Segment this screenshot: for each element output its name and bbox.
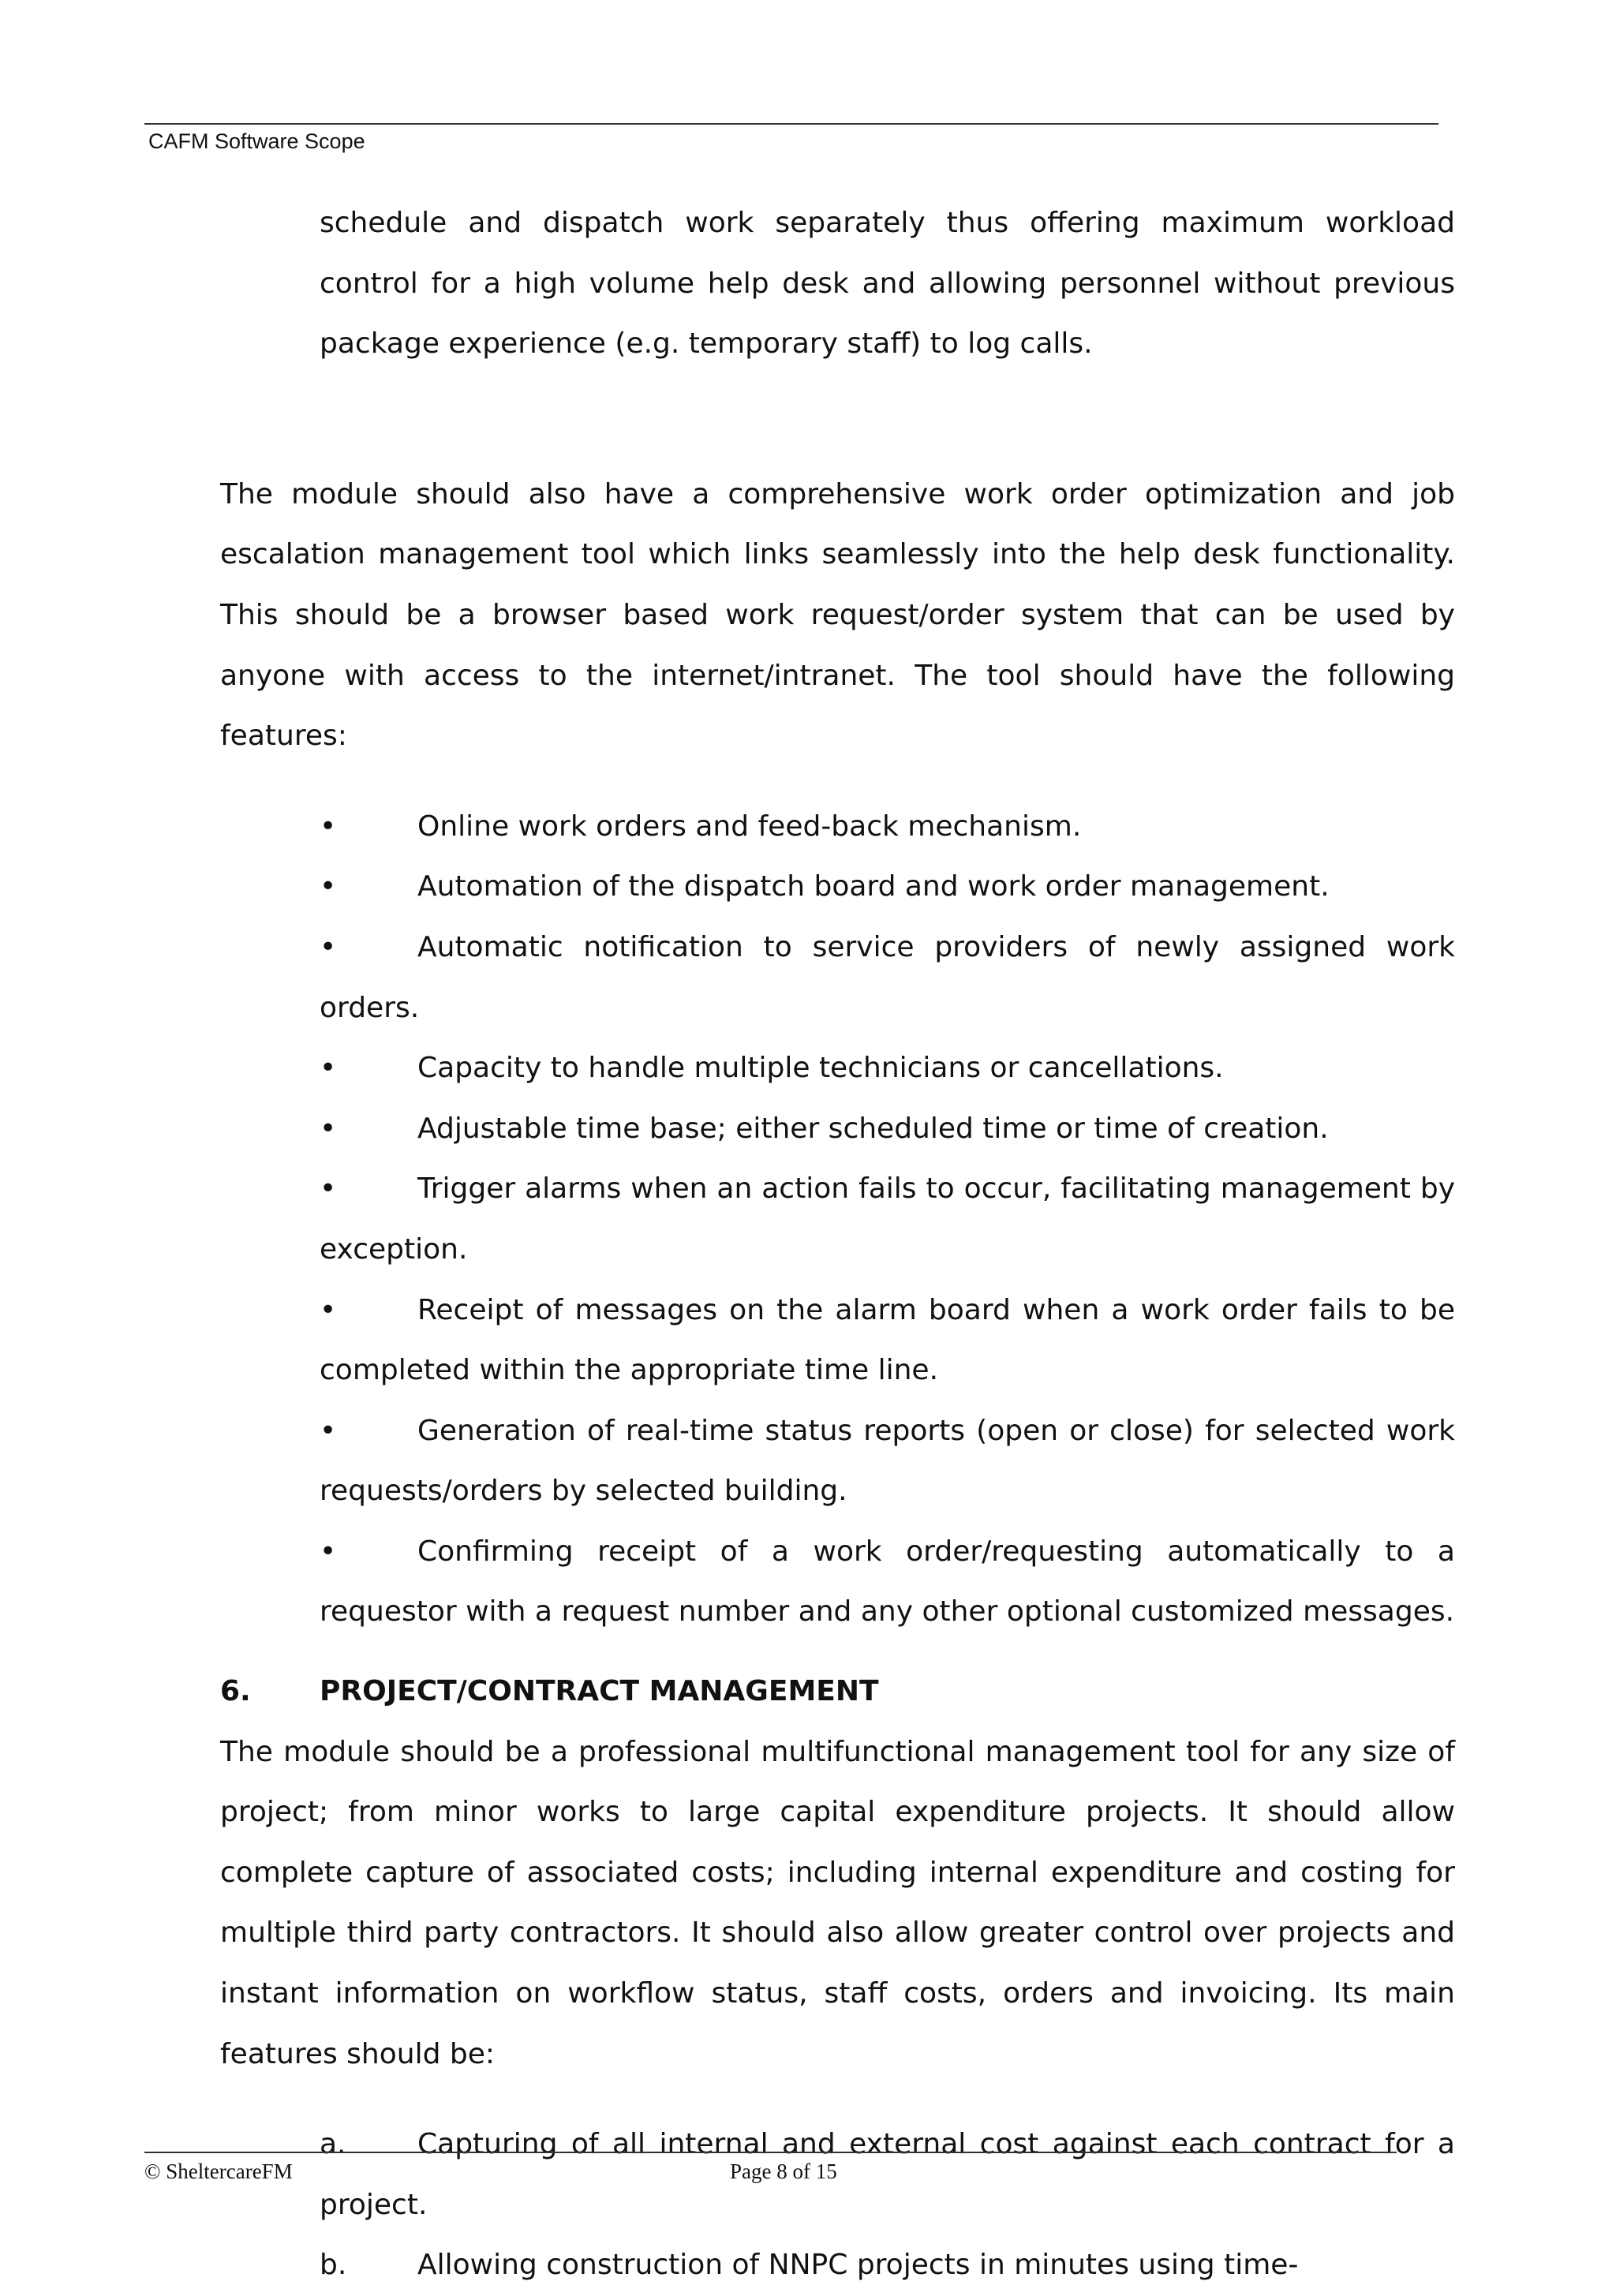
bullet-icon: • (320, 1172, 337, 1206)
section-heading (220, 1662, 1455, 1722)
list-item (320, 1522, 1455, 1643)
feature-bullet-list (220, 797, 1455, 1643)
footer-copyright: © SheltercareFM (144, 2160, 293, 2183)
bullet-icon: • (320, 870, 337, 903)
header-rule (144, 123, 1438, 125)
list-item (320, 1401, 1455, 1522)
list-marker: b. (320, 2249, 347, 2282)
bullet-icon: • (320, 1414, 337, 1447)
bullet-text: Online work orders and feed-back mechanism. (417, 810, 1082, 843)
list-item (320, 2115, 1455, 2235)
list-item (320, 1159, 1455, 1280)
bullet-text: Automation of the dispatch board and work order management. (417, 870, 1330, 903)
bullet-icon: • (320, 1112, 337, 1145)
bullet-icon: • (320, 810, 337, 843)
bullet-text: Capacity to handle multiple technicians or cancellations. (417, 1052, 1224, 1085)
list-item (320, 1281, 1455, 1401)
list-item (320, 918, 1455, 1038)
bullet-icon: • (320, 1293, 337, 1326)
feature-lettered-list (220, 2115, 1455, 2296)
list-item (320, 1038, 1455, 1099)
bullet-icon: • (320, 1052, 337, 1085)
list-item-text: Allowing construction of NNPC projects in minutes using time- (417, 2249, 1299, 2282)
intro-continuation: schedule and dispatch work separately thus offering maximum workload control for a high volume help desk and allowing personnel without previous package experience (e.g. temporary staff) to log calls. (320, 207, 1455, 361)
section-number: 6. (220, 1675, 251, 1708)
bullet-text: Trigger alarms when an action fails to occur, facilitating management by exception. (320, 1172, 1455, 1266)
list-item-text: Capturing of all internal and external cost against each contract for a project. (320, 2128, 1455, 2221)
list-marker: a. (320, 2128, 346, 2161)
bullet-text: Confirming receipt of a work order/requesting automatically to a requestor with a request number and any other optional customized messages. (320, 1535, 1455, 1629)
bullet-text: Adjustable time base; either scheduled time or time of creation. (417, 1112, 1329, 1145)
list-item (320, 1099, 1455, 1160)
bullet-icon: • (320, 1535, 337, 1568)
header-title: CAFM Software Scope (148, 129, 365, 153)
list-item (320, 857, 1455, 918)
paragraph-work-order-tool: The module should also have a comprehensive work order optimization and job escalation management tool which links seamlessly into the help desk functionality. This should be a browser based work request/order system that can be used by anyone with access to the internet/intranet. The tool should have the following features: (220, 477, 1455, 753)
footer-rule (144, 2152, 1397, 2153)
bullet-icon: • (320, 930, 337, 963)
bullet-text: Generation of real-time status reports (open or close) for selected work requests/orders by selected building. (320, 1414, 1455, 1508)
bullet-text: Receipt of messages on the alarm board when a work order fails to be completed within the appropriate time line. (320, 1293, 1455, 1387)
bullet-text: Automatic notification to service providers of newly assigned work orders. (320, 930, 1455, 1024)
section-title: PROJECT/CONTRACT MANAGEMENT (320, 1675, 879, 1708)
list-item (320, 2235, 1455, 2296)
paragraph-project-management: The module should be a professional multifunctional management tool for any size of project; from minor works to large capital expenditure projects. It should allow complete capture of associated costs; including internal expenditure and costing for multiple third party contractors. It should also allow greater control over projects and instant information on workflow status, staff costs, orders and invoicing. Its main features should be: (220, 1735, 1455, 2070)
footer-page-number: Page 8 of 15 (730, 2160, 837, 2183)
list-item (320, 797, 1455, 858)
page-content (220, 193, 1455, 2296)
